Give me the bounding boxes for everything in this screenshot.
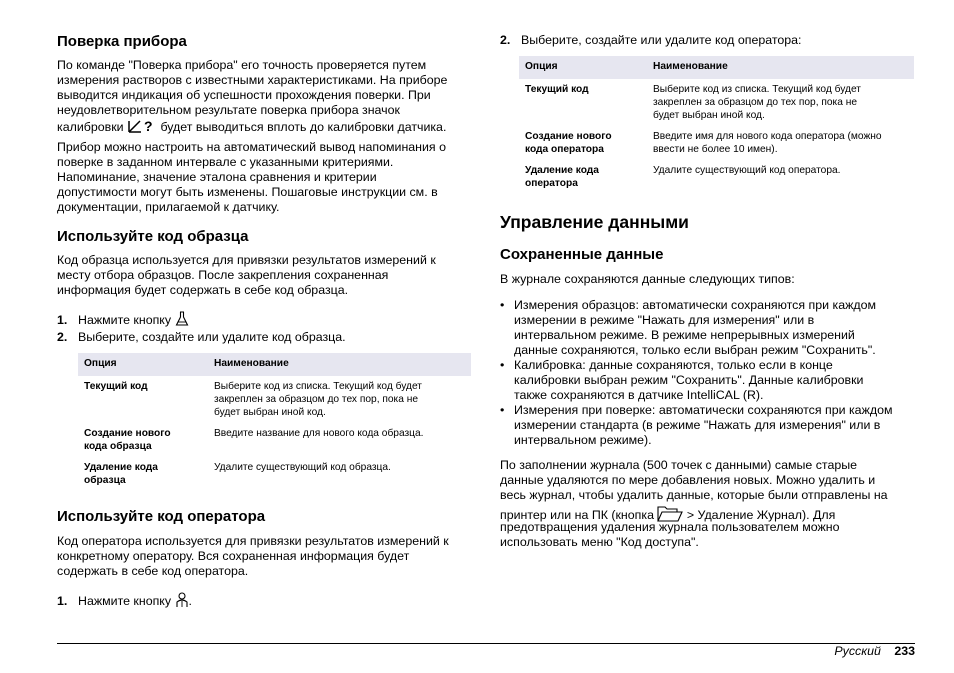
table-cell-description: Введите имя для нового кода оператора (можно ввести не более 10 имен). — [653, 131, 882, 155]
column-header-description: Наименование — [647, 56, 914, 79]
stored-data-list — [500, 298, 893, 448]
heading-sample-id: Используйте код образца — [57, 228, 249, 245]
list-item: • Измерения при поверке: автоматически сохраняются при каждом измерении стандарта (в режиме "Нажать для измерения" или в интервальном режиме). — [500, 403, 893, 447]
table-cell-option: Текущий код — [84, 381, 148, 392]
operator-step-1: 1. Нажмите кнопку . — [57, 594, 192, 608]
table-cell-description: Удалите существующий код оператора. — [653, 165, 841, 176]
table-cell-option: Удаление кода образца — [84, 462, 158, 486]
stored-data-intro: В журнале сохраняются данные следующих типов: — [500, 272, 795, 286]
footer-divider — [57, 643, 915, 644]
log-paragraph-rest: предотвращения удаления журнала пользователем можно использовать меню "Код доступа". — [500, 520, 840, 549]
sample-paragraph: Код образца используется для привязки результатов измерений к месту отбора образцов. После закрепления сохраненная информация будет содержать в себе код образца. — [57, 253, 436, 297]
table-header-row — [519, 56, 914, 79]
column-header-description: Наименование — [208, 353, 471, 376]
column-header-option: Опция — [519, 56, 647, 79]
sample-step-1: 1. Нажмите кнопку — [57, 311, 189, 328]
table-cell-description: Удалите существующий код образца. — [214, 462, 391, 473]
heading-stored-data: Сохраненные данные — [500, 246, 664, 263]
verify-paragraph-1-last: калибровки ? будет выводиться вплоть до калибровки датчика. — [57, 118, 447, 134]
operator-step-2: 2. Выберите, создайте или удалите код оператора: — [500, 33, 802, 47]
operator-paragraph: Код оператора используется для привязки результатов измерений к конкретному оператору. Вся сохраненная информация будет содержать в себе код оператора. — [57, 534, 449, 578]
heading-verify: Поверка прибора — [57, 33, 187, 50]
table-header-row — [78, 353, 471, 376]
table-row — [519, 160, 914, 194]
table-row — [78, 376, 471, 423]
table-cell-description: Введите название для нового кода образца. — [214, 428, 424, 439]
table-cell-option: Удаление кода оператора — [525, 165, 599, 189]
verify-paragraph-1: По команде "Поверка прибора" его точность проверяется путем измерения растворов с известными характеристиками. На приборе выводится индикация об успешности прохождения поверки. При неудовлетворительном результате поверка прибора значок — [57, 58, 448, 117]
verify-paragraph-2: Прибор можно настроить на автоматический вывод напоминания о поверке в заданном интервале с указанными критериями. Напоминание, значение эталона сравнения и критерии допустимости могут быть изменены. Пошаговые инструкции см. в документации, прилагаемой к датчику. — [57, 140, 446, 214]
footer-language: Русский — [834, 644, 881, 658]
sample-step-2: 2. Выберите, создайте или удалите код образца. — [57, 330, 346, 344]
table-cell-description: Выберите код из списка. Текущий код будет закреплен за образцом до тех пор, пока не будет выбран иной код. — [214, 381, 422, 418]
table-cell-option: Создание нового кода оператора — [525, 131, 612, 155]
heading-operator-id: Используйте код оператора — [57, 508, 266, 525]
list-item: • Измерения образцов: автоматически сохраняются при каждом измерении в режиме "Нажать для измерения" или в интервальном режиме. В режиме непрерывных измерений данные сохраняются, только если выбран режим "Сохранить". — [500, 298, 877, 357]
table-row — [519, 126, 914, 160]
operator-icon[interactable] — [175, 592, 189, 608]
column-header-option: Опция — [78, 353, 208, 376]
heading-data-management: Управление данными — [500, 212, 689, 232]
table-row — [519, 79, 914, 126]
table-row — [78, 423, 471, 457]
page-footer — [834, 644, 915, 658]
log-paragraph: По заполнении журнала (500 точек с данными) самые старые данные удаляются по мере добавления новых. Можно удалить и весь журнал, чтобы удалить данные, которые были отправлены на — [500, 458, 888, 502]
flask-icon[interactable] — [175, 311, 189, 327]
table-row — [78, 457, 471, 491]
sample-options-table — [78, 353, 471, 491]
table-cell-option: Создание нового кода образца — [84, 428, 171, 452]
calibration-check-icon — [127, 118, 157, 134]
table-cell-description: Выберите код из списка. Текущий код будет закреплен за образцом до тех пор, пока не будет выбран иной код. — [653, 84, 861, 121]
page-number: 233 — [894, 644, 915, 658]
operator-options-table — [519, 56, 914, 194]
list-item: • Калибровка: данные сохраняются, только если в конце калибровки выбран режим "Сохранить". Данные калибровки также сохраняются в датчике IntelliCAL (R). — [500, 358, 864, 402]
log-paragraph-line4: принтер или на ПК (кнопка > Удаление Журнал). Для — [500, 505, 835, 523]
svg-text:?: ? — [144, 118, 153, 134]
table-cell-option: Текущий код — [525, 84, 589, 95]
